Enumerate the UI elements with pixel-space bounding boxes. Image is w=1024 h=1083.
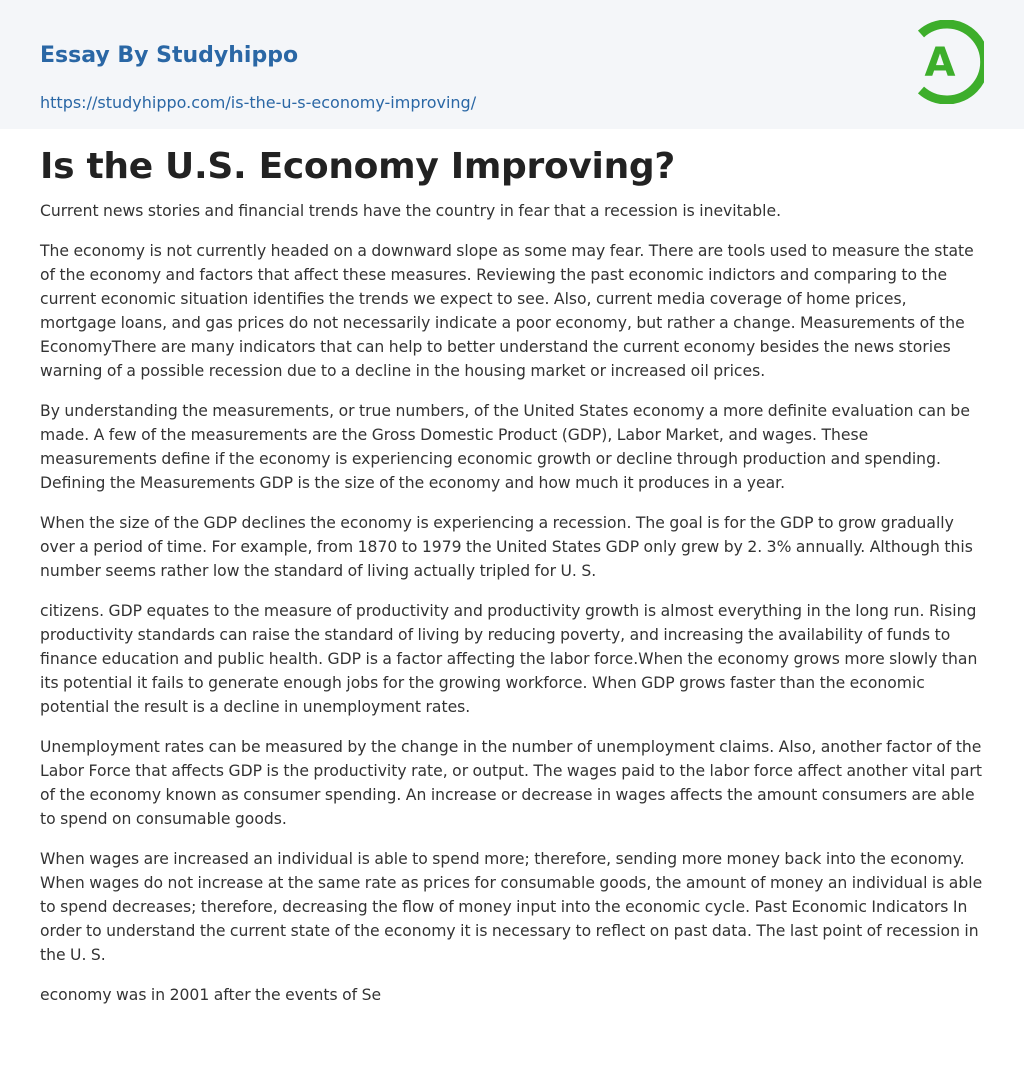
paragraph: When wages are increased an individual is able to spend more; therefore, sending more money back into the economy. When wages do not increase at the same rate as prices for consumable goods, the amount of money an individual is able to spend decreases; therefore, decreasing the flow of money input into the economic cycle. Past Economic Indicators In order to understand the current state of the economy it is necessary to reflect on past data. The last point of recession in the U. S.: [40, 850, 983, 964]
paragraph: The economy is not currently headed on a downward slope as some may fear. There are tools used to measure the state of the economy and factors that affect these measures. Reviewing the past economic indictors and comparing to the current economic situation identifies the trends we expect to see. Also, current media coverage of home prices, mortgage loans, and gas prices do not necessarily indicate a poor economy, but rather a change. Measurements of the EconomyThere are many indicators that can help to better understand the current economy besides the news stories warning of a possible recession due to a decline in the housing market or increased oil prices.: [40, 242, 974, 380]
paragraph: When the size of the GDP declines the economy is experiencing a recession. The goal is for the GDP to grow gradually over a period of time. For example, from 1870 to 1979 the United States GDP only grew by 2. 3% annually. Although this number seems rather low the standard of living actually tripled for U. S.: [40, 514, 973, 580]
paragraph: citizens. GDP equates to the measure of productivity and productivity growth is almost everything in the long run. Rising productivity standards can raise the standard of living by reducing poverty, and increasing the availability of funds to finance education and public health. GDP is a factor affecting the labor force.When the economy grows more slowly than its potential it fails to generate enough jobs for the growing workforce. When GDP grows faster than the economic potential the result is a decline in unemployment rates.: [40, 602, 978, 716]
essay-url-link[interactable]: https://studyhippo.com/is-the-u-s-economy-improving/: [40, 93, 477, 112]
paragraph: By understanding the measurements, or true numbers, of the United States economy a more definite evaluation can be made. A few of the measurements are the Gross Domestic Product (GDP), Labor Market, and wages. These measurements define if the economy is experiencing economic growth or decline through production and spending. Defining the Measurements GDP is the size of the economy and how much it produces in a year.: [40, 402, 970, 492]
site-brand[interactable]: Essay By Studyhippo: [40, 43, 299, 68]
page-header: [0, 0, 1024, 129]
paragraph: Current news stories and financial trends have the country in fear that a recession is inevitable.: [40, 202, 782, 220]
article: [0, 129, 1024, 1007]
paragraph: economy was in 2001 after the events of Se: [40, 986, 382, 1004]
studyhippo-logo[interactable]: [912, 20, 984, 104]
paragraph: Unemployment rates can be measured by the change in the number of unemployment claims. Also, another factor of the Labor Force that affects GDP is the productivity rate, or output. The wages paid to the labor force affect another vital part of the economy known as consumer spending. An increase or decrease in wages affects the amount consumers are able to spend on consumable goods.: [40, 738, 982, 828]
page-title: Is the U.S. Economy Improving?: [40, 146, 675, 187]
logo-icon: [912, 20, 984, 104]
logo-letter: A: [924, 40, 956, 86]
